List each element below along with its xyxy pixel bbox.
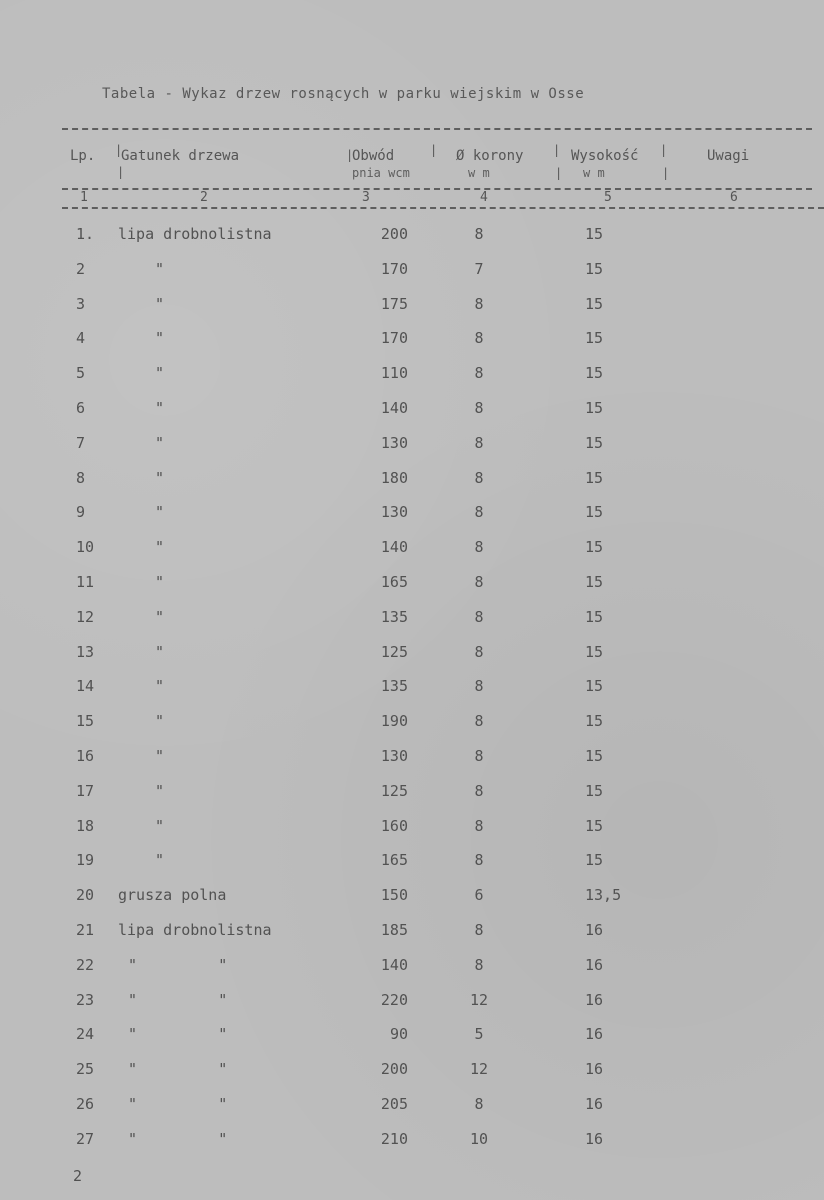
table-row [0,1130,824,1164]
row-number: 26 [76,1095,95,1113]
trunk-circumference: 175 [380,294,408,313]
tree-species: " " [128,1025,228,1044]
row-number: 21 [76,921,95,939]
crown-diameter: 8 [474,747,484,765]
crown-diameter: 8 [474,364,484,383]
column-number-6: 6 [730,190,738,205]
trunk-circumference: 130 [380,747,408,765]
crown-diameter: 7 [474,259,484,278]
row-number: 6 [76,399,86,417]
table-row [0,364,824,398]
table-row [0,503,824,537]
column-separator: | [115,143,123,157]
row-number: 16 [76,747,95,765]
row-number: 12 [76,607,95,626]
crown-diameter: 10 [469,1129,489,1148]
tree-species: grusza polna [118,886,227,905]
header-height-unit: w m [583,166,605,180]
tree-height: 15 [585,607,604,626]
page-number: 2 [73,1167,83,1185]
tree-species: " " [128,990,228,1009]
tree-height: 15 [585,294,604,313]
column-separator: | [346,148,354,162]
header-circumference: Obwód [352,148,395,164]
crown-diameter: 12 [469,1060,489,1079]
table-row [0,991,824,1025]
tree-height: 16 [585,1060,604,1079]
header-crown: Ø korony [456,148,524,164]
crown-diameter: 8 [474,329,484,348]
tree-species: " [155,294,165,313]
trunk-circumference: 130 [380,503,408,522]
row-number: 19 [76,851,95,870]
row-number: 23 [76,990,95,1009]
tree-height: 16 [585,921,604,939]
trunk-circumference: 200 [380,225,408,243]
table-row [0,573,824,607]
trunk-circumference: 140 [380,538,408,557]
header-circumference-unit: pnia wcm [352,166,410,180]
table-row [0,643,824,677]
table-row [0,469,824,503]
row-number: 22 [76,955,95,974]
trunk-circumference: 165 [380,573,408,591]
row-number: 17 [76,781,95,800]
tree-height: 16 [585,955,604,974]
crown-diameter: 5 [474,1025,484,1044]
crown-diameter: 8 [474,433,484,452]
column-number-rule [62,207,824,209]
table-row [0,1060,824,1094]
tree-height: 15 [585,329,604,348]
table-row [0,747,824,781]
crown-diameter: 8 [474,677,484,696]
row-number: 11 [76,573,95,591]
header-rule [62,188,812,190]
crown-diameter: 8 [474,294,484,313]
tree-height: 15 [585,399,604,417]
row-number: 2 [76,259,86,278]
tree-species: " " [128,1060,228,1079]
crown-diameter: 8 [474,468,484,487]
column-separator: | [553,143,561,157]
tree-species: lipa drobnolistna [118,921,272,939]
tree-height: 15 [585,259,604,278]
table-row [0,921,824,955]
column-separator: | [430,143,438,157]
crown-diameter: 8 [474,851,484,870]
crown-diameter: 8 [474,921,484,939]
trunk-circumference: 170 [380,259,408,278]
tree-species: " [155,851,165,870]
row-number: 27 [76,1129,95,1148]
tree-height: 15 [585,816,604,835]
crown-diameter: 8 [474,955,484,974]
crown-diameter: 8 [474,503,484,522]
trunk-circumference: 200 [380,1060,408,1079]
tree-height: 15 [585,433,604,452]
column-separator: | [555,166,563,180]
column-number-1: 1 [80,190,88,205]
tree-species: " " [128,1129,228,1148]
row-number: 18 [76,816,95,835]
tree-species: " [155,503,165,522]
tree-species: " [155,816,165,835]
column-separator: | [662,166,670,180]
tree-species: " [155,364,165,383]
header-lp: Lp. [70,148,96,164]
row-number: 13 [76,642,95,661]
row-number: 8 [76,468,86,487]
tree-species: " [155,677,165,696]
table-row [0,782,824,816]
tree-species: " [155,747,165,765]
tree-height: 15 [585,468,604,487]
tree-height: 15 [585,677,604,696]
row-number: 14 [76,677,95,696]
tree-height: 15 [585,225,604,243]
header-crown-unit: w m [468,166,490,180]
tree-height: 15 [585,538,604,557]
table-row [0,712,824,746]
tree-species: " [155,433,165,452]
trunk-circumference: 190 [380,712,408,731]
row-number: 9 [76,503,86,522]
trunk-circumference: 140 [380,955,408,974]
crown-diameter: 8 [474,712,484,731]
table-row [0,434,824,468]
row-number: 3 [76,294,86,313]
trunk-circumference: 90 [389,1025,408,1044]
tree-species: " [155,781,165,800]
page-title: Tabela - Wykaz drzew rosnących w parku wiejskim w Osse [102,86,585,102]
tree-height: 16 [585,1129,604,1148]
tree-species: " [155,712,165,731]
column-separator: | [117,165,125,179]
tree-species: " [155,642,165,661]
row-number: 24 [76,1025,95,1044]
tree-height: 15 [585,642,604,661]
table-row [0,295,824,329]
tree-height: 15 [585,851,604,870]
row-number: 4 [76,329,86,348]
tree-height: 15 [585,503,604,522]
tree-species: " [155,329,165,348]
crown-diameter: 8 [474,399,484,417]
trunk-circumference: 205 [380,1095,408,1113]
header-notes: Uwagi [707,148,750,164]
row-number: 5 [76,364,86,383]
tree-height: 15 [585,712,604,731]
crown-diameter: 8 [474,642,484,661]
tree-species: lipa drobnolistna [118,225,272,243]
table-row [0,329,824,363]
tree-height: 16 [585,1025,604,1044]
header-species: Gatunek drzewa [121,148,240,164]
column-number-2: 2 [200,190,208,205]
crown-diameter: 8 [474,1095,484,1113]
tree-species: " [155,573,165,591]
crown-diameter: 8 [474,225,484,243]
table-row [0,956,824,990]
row-number: 10 [76,538,95,557]
table-top-rule [62,128,812,130]
table-row [0,677,824,711]
row-number: 1. [76,225,95,243]
tree-species: " [155,538,165,557]
trunk-circumference: 210 [380,1129,408,1148]
tree-height: 13,5 [585,886,622,905]
tree-height: 15 [585,573,604,591]
column-number-5: 5 [604,190,612,205]
tree-species: " " [128,955,228,974]
tree-height: 16 [585,990,604,1009]
tree-height: 15 [585,747,604,765]
tree-height: 15 [585,781,604,800]
column-number-3: 3 [362,190,370,205]
table-row [0,260,824,294]
trunk-circumference: 185 [380,921,408,939]
table-row [0,608,824,642]
crown-diameter: 8 [474,538,484,557]
row-number: 20 [76,886,95,905]
column-number-4: 4 [480,190,488,205]
tree-height: 16 [585,1095,604,1113]
crown-diameter: 12 [469,990,489,1009]
table-row [0,817,824,851]
crown-diameter: 6 [474,886,484,905]
tree-height: 15 [585,364,604,383]
crown-diameter: 8 [474,573,484,591]
column-separator: | [660,143,668,157]
row-number: 25 [76,1060,95,1079]
trunk-circumference: 125 [380,642,408,661]
table-row [0,225,824,259]
table-row [0,1025,824,1059]
crown-diameter: 8 [474,607,484,626]
trunk-circumference: 135 [380,677,408,696]
row-number: 15 [76,712,95,731]
table-row [0,1095,824,1129]
trunk-circumference: 170 [380,329,408,348]
row-number: 7 [76,433,86,452]
tree-species: " [155,259,165,278]
trunk-circumference: 140 [380,399,408,417]
crown-diameter: 8 [474,816,484,835]
tree-species: " [155,399,165,417]
tree-species: " [155,607,165,626]
table-row [0,851,824,885]
trunk-circumference: 130 [380,433,408,452]
trunk-circumference: 220 [380,990,408,1009]
trunk-circumference: 160 [380,816,408,835]
crown-diameter: 8 [474,781,484,800]
trunk-circumference: 180 [380,468,408,487]
tree-species: " [155,468,165,487]
table-row [0,538,824,572]
table-row [0,399,824,433]
trunk-circumference: 110 [380,364,408,383]
trunk-circumference: 165 [380,851,408,870]
trunk-circumference: 125 [380,781,408,800]
table-row [0,886,824,920]
tree-species: " " [128,1095,228,1113]
trunk-circumference: 135 [380,607,408,626]
header-height: Wysokość [571,148,639,164]
trunk-circumference: 150 [380,886,408,905]
